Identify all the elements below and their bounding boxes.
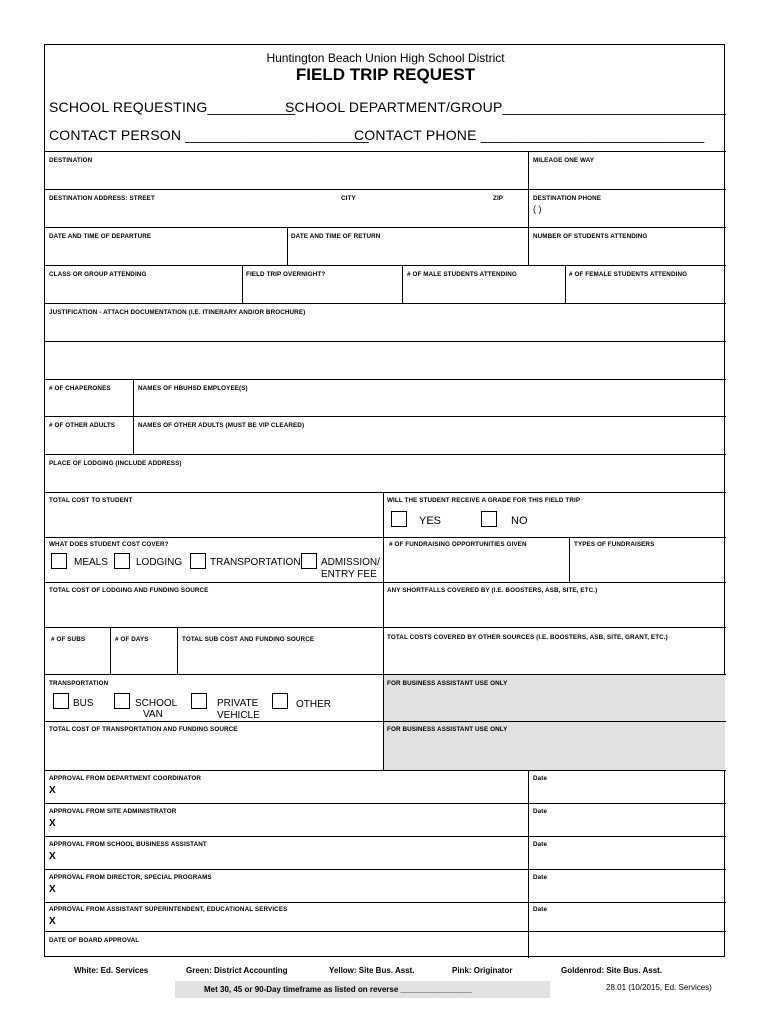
bus-label: BUS (73, 698, 94, 709)
chaperones-label: # OF CHAPERONES (49, 385, 111, 392)
private-vehicle-checkbox[interactable] (191, 693, 207, 709)
divider (528, 770, 529, 958)
rule (45, 227, 726, 228)
contact-person-field[interactable]: CONTACT PERSON _______________________ (49, 127, 369, 143)
date-label: Date (533, 874, 548, 881)
signature-x[interactable]: X (49, 916, 56, 927)
yes-checkbox[interactable] (391, 511, 407, 527)
school-department-field[interactable]: SCHOOL DEPARTMENT/GROUP____________________________ (285, 99, 727, 115)
city-label: CITY (341, 195, 356, 202)
copy-white: White: Ed. Services (74, 966, 149, 975)
admission-label: ADMISSION/ (321, 557, 380, 568)
grade-question-label: WILL THE STUDENT RECEIVE A GRADE FOR THIS FIELD TRIP (387, 497, 581, 504)
copy-goldenrod: Goldenrod: Site Bus. Asst. (561, 966, 663, 975)
rule (45, 189, 726, 190)
bus-checkbox[interactable] (53, 693, 69, 709)
no-checkbox[interactable] (481, 511, 497, 527)
contact-phone-field[interactable]: CONTACT PHONE ____________________________ (354, 127, 705, 143)
divider (528, 151, 529, 265)
destination-phone-area-code[interactable]: ( ) (533, 204, 542, 214)
transportation-label: TRANSPORTATION (49, 680, 109, 687)
board-approval-label: DATE OF BOARD APPROVAL (49, 937, 140, 944)
signature-x[interactable]: X (49, 851, 56, 862)
divider (242, 265, 243, 303)
rule (45, 869, 726, 870)
destination-label: DESTINATION (49, 157, 93, 164)
transportation-checkbox[interactable] (190, 553, 206, 569)
lodging-option-label: LODGING (136, 557, 183, 568)
rule (45, 341, 726, 342)
field-trip-form (44, 44, 725, 957)
copy-green: Green: District Accounting (186, 966, 288, 975)
school-van-label: SCHOOL (135, 698, 178, 709)
divider (565, 265, 566, 303)
shortfalls-label: ANY SHORTFALLS COVERED BY (I.E. BOOSTERS, ASB, SITE, ETC.) (387, 587, 598, 594)
rule (45, 151, 726, 152)
divider (569, 537, 570, 582)
other-adults-label: # OF OTHER ADULTS (49, 422, 116, 429)
no-label: NO (511, 515, 528, 527)
date-label: Date (533, 775, 548, 782)
meals-checkbox[interactable] (51, 553, 67, 569)
admission-checkbox[interactable] (301, 553, 317, 569)
rule (45, 416, 726, 417)
male-students-label: # OF MALE STUDENTS ATTENDING (407, 271, 517, 278)
signature-x[interactable]: X (49, 785, 56, 796)
female-students-label: # OF FEMALE STUDENTS ATTENDING (569, 271, 688, 278)
rule (45, 582, 726, 583)
divider (177, 627, 178, 674)
approval-director-special-programs: APPROVAL FROM DIRECTOR, SPECIAL PROGRAMS (49, 874, 212, 881)
departure-label: DATE AND TIME OF DEPARTURE (49, 233, 152, 240)
form-number: 28.01 (10/2015, Ed. Services) (606, 983, 712, 992)
divider (383, 721, 384, 770)
divider (402, 265, 403, 303)
meals-label: MEALS (74, 557, 108, 568)
rule (45, 454, 726, 455)
lodging-checkbox[interactable] (114, 553, 130, 569)
destination-street-label: DESTINATION ADDRESS: STREET (49, 195, 155, 202)
rule (45, 931, 726, 932)
entry-fee-label: ENTRY FEE (321, 569, 377, 580)
zip-label: ZIP (493, 195, 504, 202)
rule (45, 902, 726, 903)
other-checkbox[interactable] (272, 693, 288, 709)
copy-pink: Pink: Originator (452, 966, 513, 975)
sub-cost-label: TOTAL SUB COST AND FUNDING SOURCE (182, 636, 315, 643)
rule (45, 770, 726, 771)
justification-label: JUSTIFICATION - ATTACH DOCUMENTATION (I.E. ITINERARY AND/OR BROCHURE) (49, 309, 306, 316)
other-sources-label: TOTAL COSTS COVERED BY OTHER SOURCES (I.E. BOOSTERS, ASB, SITE, GRANT, ETC.) (387, 634, 668, 641)
destination-phone-label: DESTINATION PHONE (533, 195, 602, 202)
employees-label: NAMES OF HBUHSD EMPLOYEE(S) (138, 385, 248, 392)
yes-label: YES (419, 515, 442, 527)
class-group-label: CLASS OR GROUP ATTENDING (49, 271, 147, 278)
signature-x[interactable]: X (49, 884, 56, 895)
return-label: DATE AND TIME OF RETURN (291, 233, 381, 240)
mileage-label: MILEAGE ONE WAY (533, 157, 595, 164)
school-requesting-field[interactable]: SCHOOL REQUESTING___________ (49, 99, 296, 115)
lodging-place-label: PLACE OF LODGING (INCLUDE ADDRESS) (49, 460, 182, 467)
private-vehicle-label: PRIVATE (217, 698, 259, 709)
other-adult-names-label: NAMES OF OTHER ADULTS (MUST BE VIP CLEARED) (138, 422, 305, 429)
transport-cost-label: TOTAL COST OF TRANSPORTATION AND FUNDING SOURCE (49, 726, 238, 733)
business-use-label-2: FOR BUSINESS ASSISTANT USE ONLY (387, 726, 508, 733)
total-cost-student-label: TOTAL COST TO STUDENT (49, 497, 133, 504)
divider (133, 379, 134, 454)
school-van-label-line2: VAN (143, 709, 163, 720)
date-label: Date (533, 841, 548, 848)
approval-site-administrator: APPROVAL FROM SITE ADMINISTRATOR (49, 808, 177, 815)
transportation-option-label: TRANSPORTATION (210, 557, 301, 568)
rule (45, 537, 726, 538)
approval-department-coordinator: APPROVAL FROM DEPARTMENT COORDINATOR (49, 775, 202, 782)
fundraiser-types-label: TYPES OF FUNDRAISERS (574, 541, 655, 548)
rule (45, 627, 726, 628)
form-title: FIELD TRIP REQUEST (295, 65, 476, 84)
district-name: Huntington Beach Union High School District (266, 51, 505, 65)
private-vehicle-label-line2: VEHICLE (217, 710, 260, 721)
rule (45, 265, 726, 266)
approval-business-assistant: APPROVAL FROM SCHOOL BUSINESS ASSISTANT (49, 841, 207, 848)
other-label: OTHER (296, 699, 331, 710)
fundraising-label: # OF FUNDRAISING OPPORTUNITIES GIVEN (389, 541, 527, 548)
timeframe-note: Met 30, 45 or 90-Day timeframe as listed on reverse ________________ (175, 981, 550, 998)
school-van-checkbox[interactable] (114, 693, 130, 709)
copy-yellow: Yellow: Site Bus. Asst. (329, 966, 415, 975)
lodging-cost-label: TOTAL COST OF LODGING AND FUNDING SOURCE (49, 587, 209, 594)
divider (287, 227, 288, 265)
business-use-label: FOR BUSINESS ASSISTANT USE ONLY (387, 680, 508, 687)
date-label: Date (533, 906, 548, 913)
date-label: Date (533, 808, 548, 815)
divider (110, 627, 111, 674)
overnight-label: FIELD TRIP OVERNIGHT? (246, 271, 326, 278)
rule (45, 379, 726, 380)
cost-cover-label: WHAT DOES STUDENT COST COVER? (49, 541, 169, 548)
rule (45, 803, 726, 804)
rule (45, 303, 726, 304)
signature-x[interactable]: X (49, 818, 56, 829)
subs-label: # OF SUBS (51, 636, 86, 643)
number-students-label: NUMBER OF STUDENTS ATTENDING (533, 233, 648, 240)
days-label: # OF DAYS (115, 636, 149, 643)
approval-assistant-superintendent: APPROVAL FROM ASSISTANT SUPERINTENDENT, EDUCATIONAL SERVICES (49, 906, 288, 913)
rule (45, 836, 726, 837)
rule (45, 492, 726, 493)
